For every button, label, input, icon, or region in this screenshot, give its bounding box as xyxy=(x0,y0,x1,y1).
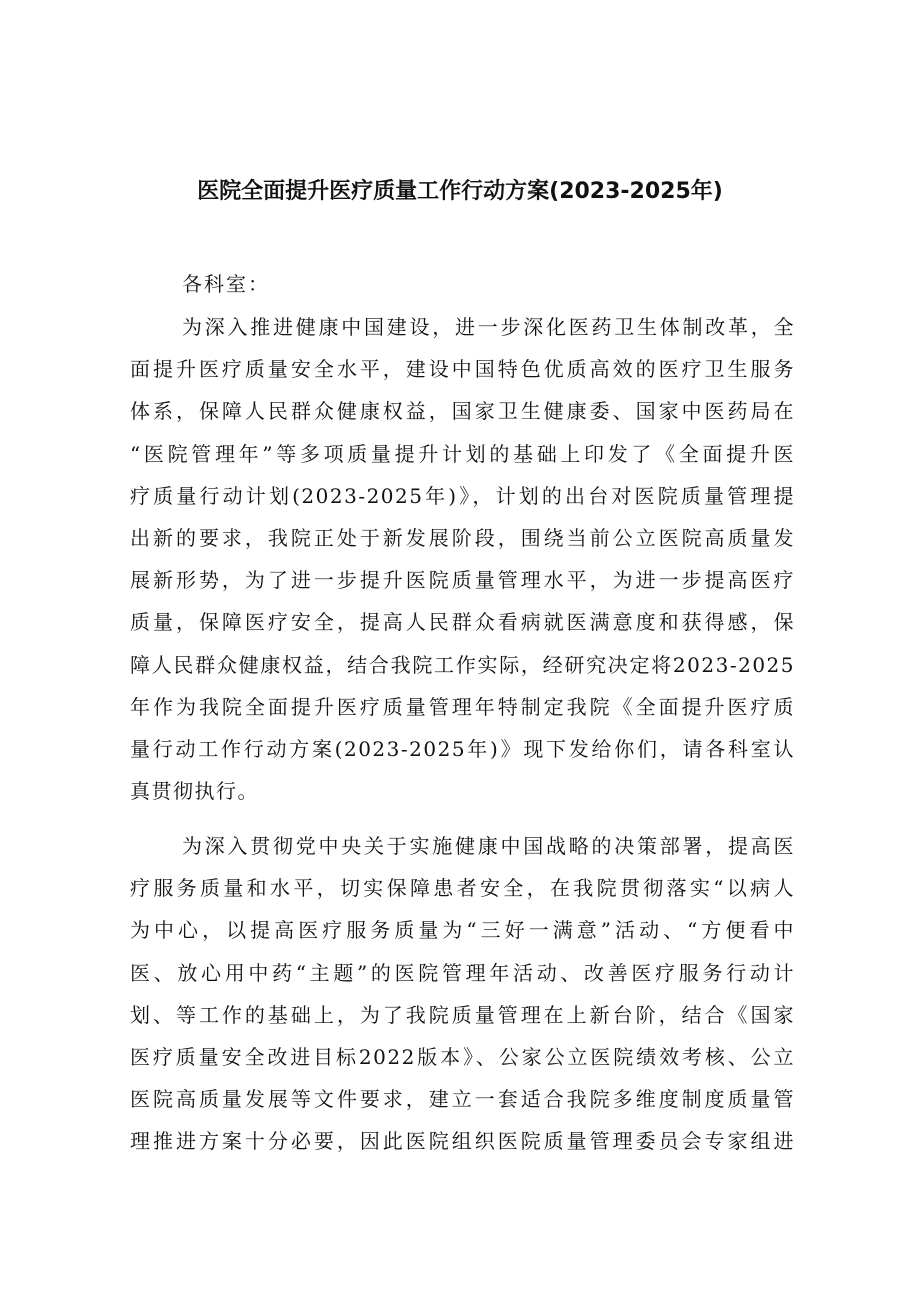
paragraph-line: 质量，保障医疗安全，提高人民群众看病就医满意度和获得感，保 xyxy=(130,610,795,635)
paragraph-line: 疗服务质量和水平，切实保障患者安全，在我院贯彻落实“以病人 xyxy=(130,876,795,901)
paragraph-line: 为深入贯彻党中央关于实施健康中国战略的决策部署，提高医 xyxy=(182,834,795,858)
paragraph-line: 障人民群众健康权益，结合我院工作实际，经研究决定将2023-2025 xyxy=(130,652,795,677)
paragraph-line: 医院高质量发展等文件要求，建立一套适合我院多维度制度质量管 xyxy=(130,1087,795,1112)
paragraph-line: 出新的要求，我院正处于新发展阶段，围绕当前公立医院高质量发 xyxy=(130,525,795,550)
paragraph-line: 医、放心用中药“主题”的医院管理年活动、改善医疗服务行动计 xyxy=(130,960,795,985)
paragraph-line: 疗质量行动计划(2023-2025年)》，计划的出台对医院质量管理提 xyxy=(130,483,795,508)
paragraph-line: 划、等工作的基础上，为了我院质量管理在上新台阶，结合《国家 xyxy=(130,1002,795,1027)
paragraph-line: 体系，保障人民群众健康权益，国家卫生健康委、国家中医药局在 xyxy=(130,399,795,424)
paragraph-2 xyxy=(130,825,795,1163)
salutation: 各科室： xyxy=(182,272,270,296)
paragraph-line: 面提升医疗质量安全水平，建设中国特色优质高效的医疗卫生服务 xyxy=(130,357,795,382)
paragraph-line: 展新形势，为了进一步提升医院质量管理水平，为进一步提高医疗 xyxy=(130,568,795,593)
document-title: 医院全面提升医疗质量工作行动方案(2023-2025年) xyxy=(197,179,723,204)
paragraph-line: 为深入推进健康中国建设，进一步深化医药卫生体制改革，全 xyxy=(182,315,795,339)
paragraph-line: 为中心，以提高医疗服务质量为“三好一满意”活动、“方便看中 xyxy=(130,918,795,943)
paragraph-line: “医院管理年”等多项质量提升计划的基础上印发了《全面提升医 xyxy=(130,441,795,466)
paragraph-line: 真贯彻执行。 xyxy=(130,779,259,804)
paragraph-line: 理推进方案十分必要，因此医院组织医院质量管理委员会专家组进 xyxy=(130,1129,795,1154)
paragraph-line: 量行动工作行动方案(2023-2025年)》现下发给你们，请各科室认 xyxy=(130,736,795,761)
paragraph-line: 医疗质量安全改进目标2022版本》、公家公立医院绩效考核、公立 xyxy=(130,1044,795,1069)
paragraph-1 xyxy=(130,306,795,812)
paragraph-line: 年作为我院全面提升医疗质量管理年特制定我院《全面提升医疗质 xyxy=(130,694,795,719)
